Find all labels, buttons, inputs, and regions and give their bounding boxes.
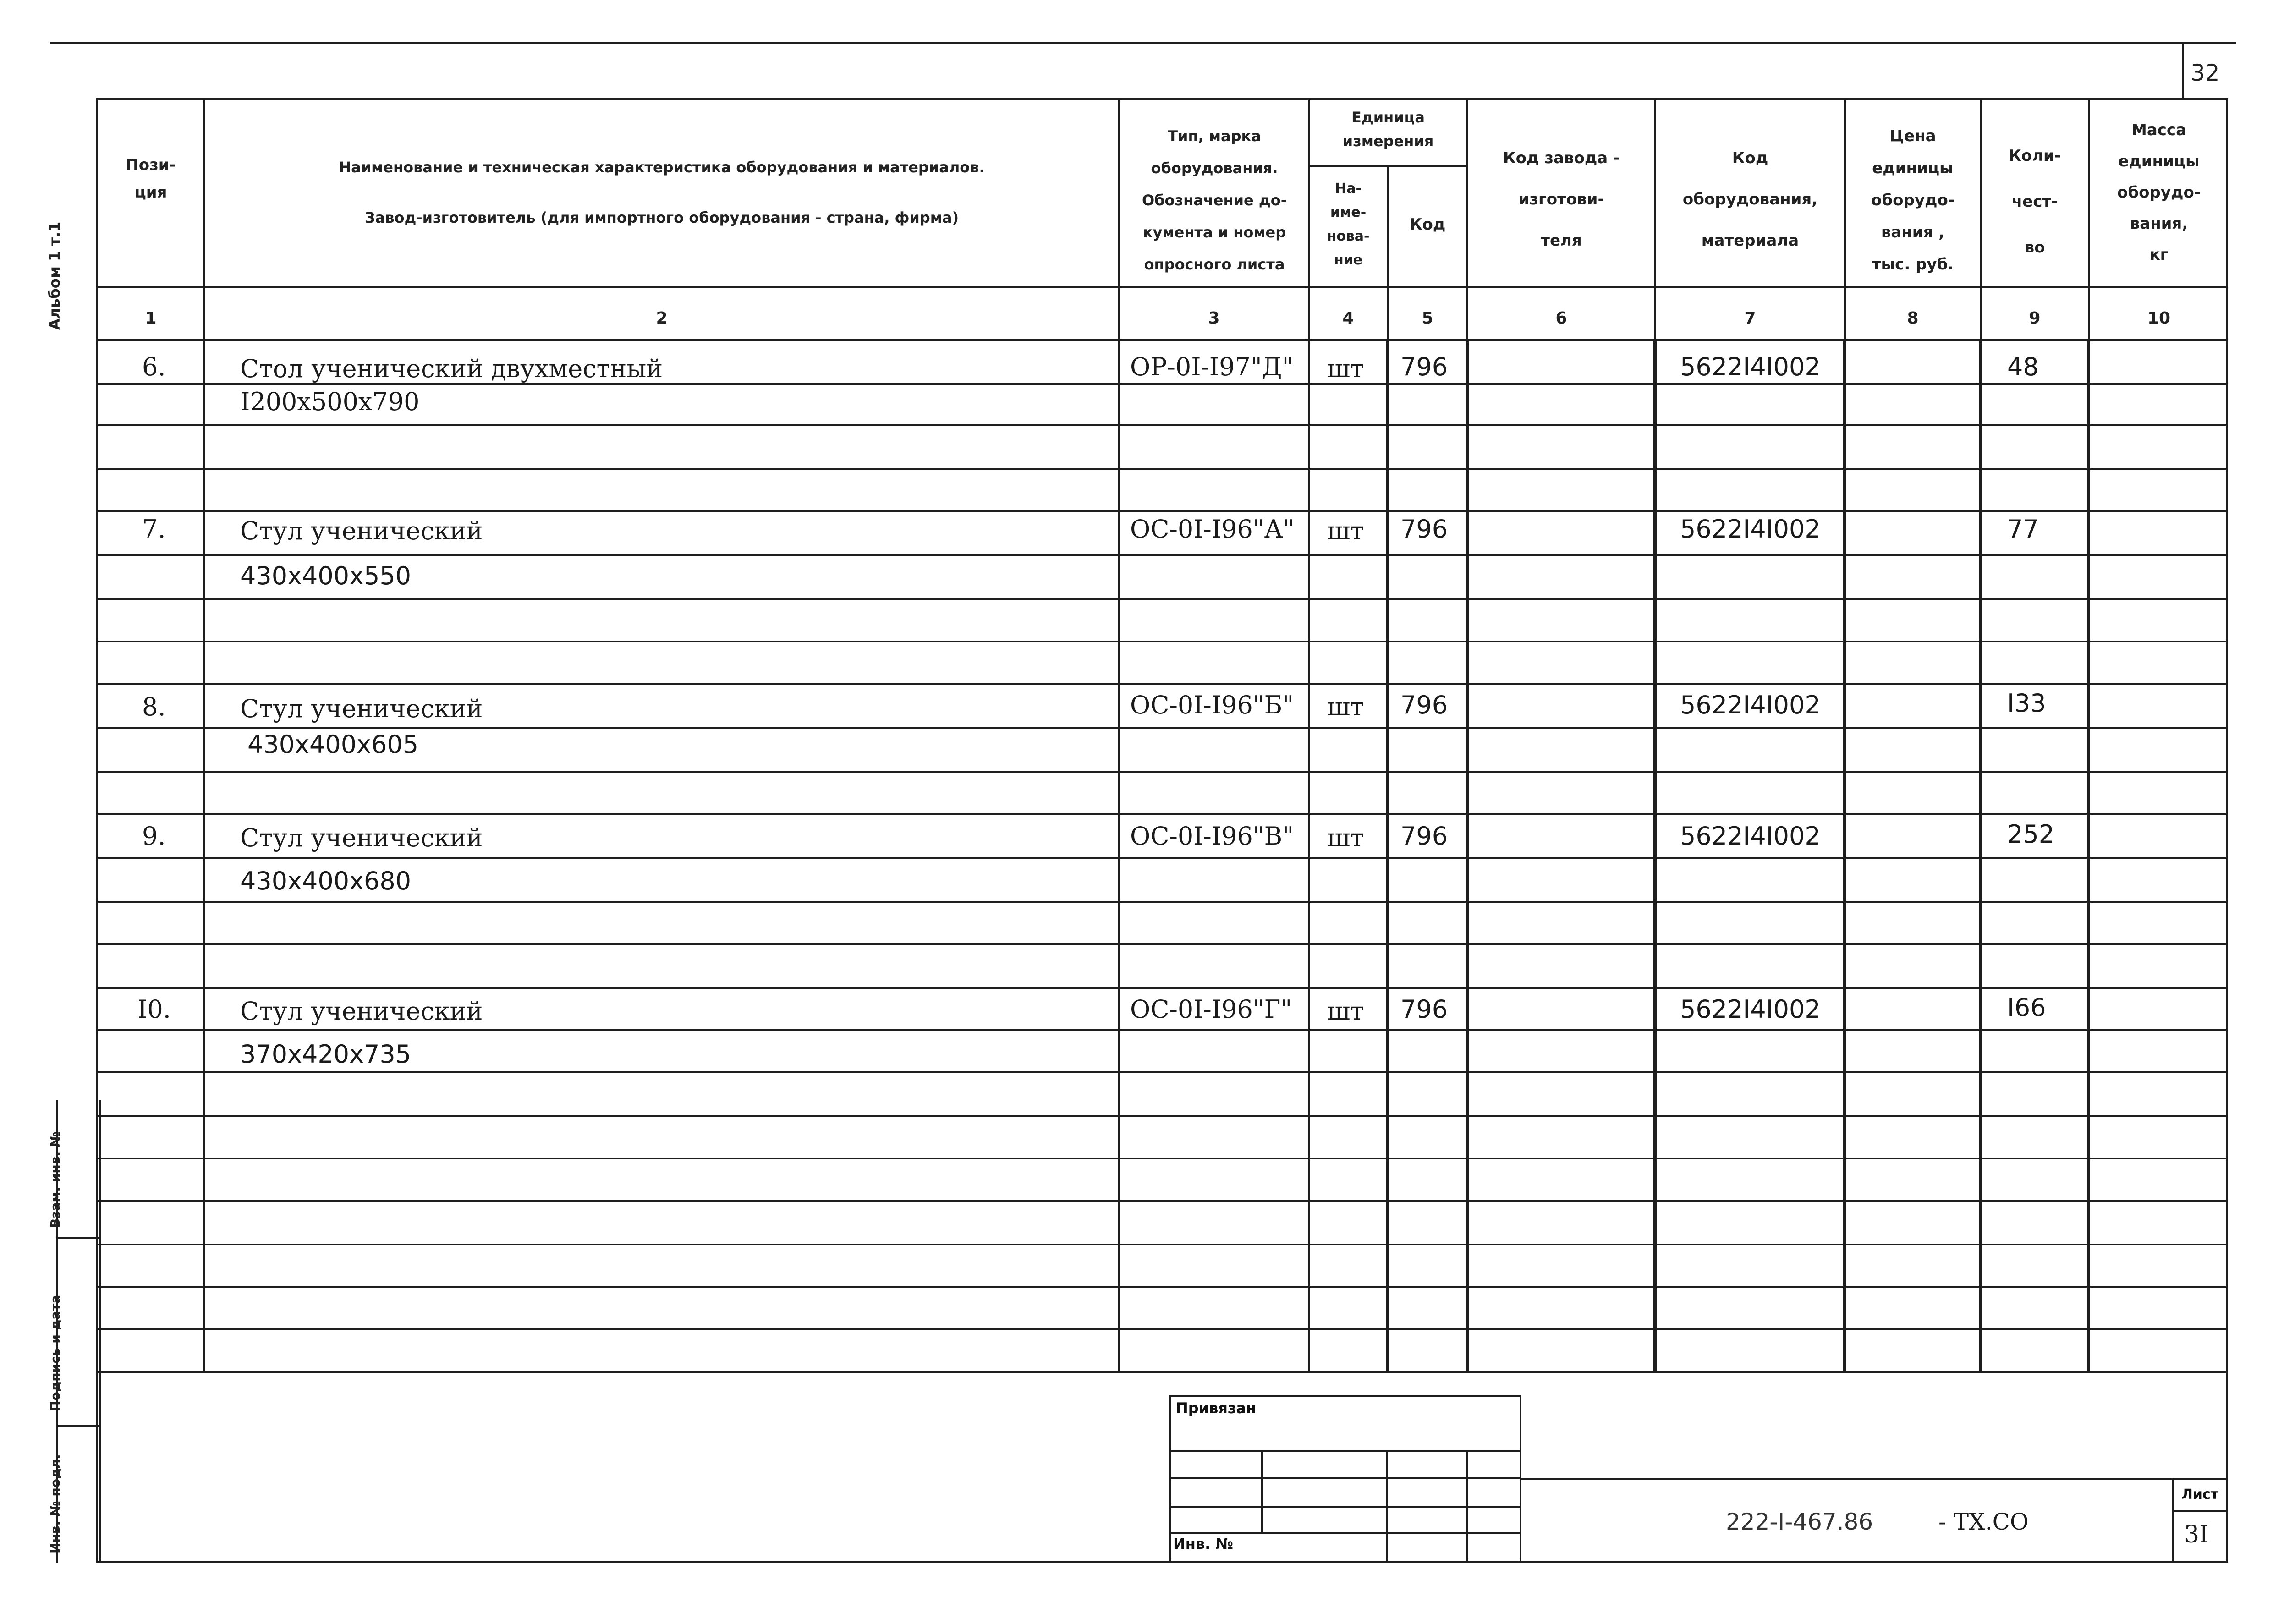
row-10-type: ОС-0I-I96"Г": [1130, 995, 1292, 1024]
colnum-1: 1: [145, 309, 157, 328]
row-6-material-code: 5622I4I002: [1680, 352, 1821, 381]
row-line: [96, 683, 2228, 685]
row-line: [96, 1286, 2228, 1288]
row-line: [96, 1115, 2228, 1117]
row-8-unit-code: 796: [1400, 691, 1448, 719]
row-line: [96, 1200, 2228, 1202]
header-material-code: Код оборудования, материала: [1682, 149, 1818, 250]
row-7-position: 7.: [142, 515, 166, 543]
header-type: Тип, марка оборудования. Обозначение до- кумента и номер опросного листа: [1142, 127, 1287, 273]
row-9-position: 9.: [142, 822, 166, 850]
col-line-3: [1308, 98, 1310, 1372]
document-code: 222-I-467.86: [1726, 1509, 1873, 1535]
row-8-material-code: 5622I4I002: [1680, 691, 1821, 719]
document-suffix: - ТХ.СО: [1938, 1509, 2029, 1535]
row-line: [96, 598, 2228, 600]
header-unit-group: Единица измерения: [1342, 109, 1434, 150]
row-line: [96, 1071, 2228, 1073]
stamp-inv-no: Инв. №: [1173, 1535, 1233, 1553]
header-price: Цена единицы оборудо- вания , тыс. руб.: [1871, 127, 1955, 274]
row-10-size: 370x420x735: [240, 1040, 412, 1069]
row-line: [96, 943, 2228, 945]
row-10-position: I0.: [137, 995, 171, 1024]
row-9-type: ОС-0I-I96"В": [1130, 822, 1294, 850]
col-bold-8: [1843, 339, 1846, 1373]
colnum-4: 4: [1342, 309, 1354, 328]
sheet-box-line: [2172, 1510, 2228, 1512]
col-bold-7: [1653, 339, 1657, 1373]
side-stamp-replace-inv: Взам. инв. №: [48, 1131, 63, 1228]
row-line: [96, 554, 2228, 556]
side-stamp-signature-date: Подпись и дата: [48, 1295, 63, 1411]
colnum-10: 10: [2147, 309, 2171, 328]
colnum-5: 5: [1422, 309, 1433, 328]
row-9-unit: шт: [1327, 823, 1364, 852]
header-name: Наименование и техническая характеристика оборудования и материалов. Завод-изготовитель (для импортного оборудования - страна, фирма): [339, 159, 985, 226]
row-6-unit-code: 796: [1400, 352, 1448, 381]
row-10-unit-code: 796: [1400, 995, 1448, 1024]
row-10-quantity: I66: [2007, 993, 2046, 1022]
row-9-name: Стул ученический: [240, 823, 483, 852]
page-number-box-left: [2182, 42, 2184, 99]
unit-group-line: [1308, 165, 1468, 167]
row-8-type: ОС-0I-I96"Б": [1130, 691, 1294, 719]
row-line: [96, 857, 2228, 859]
table-body-bottom: [96, 1371, 2228, 1373]
row-6-quantity: 48: [2007, 352, 2039, 381]
header-bottom-line: [96, 286, 2228, 288]
top-rule: [50, 42, 2236, 44]
row-line: [96, 771, 2228, 773]
stamp-line: [1169, 1532, 1521, 1534]
colnum-2: 2: [656, 309, 668, 328]
row-7-unit: шт: [1327, 516, 1364, 545]
side-stamp-sep-1: [56, 1237, 99, 1239]
stamp-col: [1466, 1450, 1468, 1563]
row-line: [96, 1029, 2228, 1031]
row-8-size: 430x400x605: [247, 730, 419, 759]
col-bold-6: [1466, 339, 1469, 1373]
row-line: [96, 641, 2228, 642]
row-line: [96, 987, 2228, 989]
row-6-size: I200x500x790: [240, 387, 420, 416]
row-6-type: ОР-0I-I97"Д": [1130, 352, 1294, 381]
stamp-col: [1386, 1450, 1388, 1563]
row-6-position: 6.: [142, 352, 166, 381]
colnum-bottom-line: [96, 339, 2228, 341]
row-7-quantity: 77: [2007, 515, 2039, 543]
album-side-label: Альбом 1 т.1: [46, 221, 63, 330]
sheet-label: Лист: [2181, 1487, 2219, 1503]
row-line: [96, 424, 2228, 426]
row-9-size: 430x400x680: [240, 867, 412, 895]
sheet-number: 3I: [2184, 1521, 2209, 1548]
row-10-material-code: 5622I4I002: [1680, 995, 1821, 1024]
colnum-3: 3: [1208, 309, 1220, 328]
colnum-9: 9: [2029, 309, 2041, 328]
row-10-unit: шт: [1327, 997, 1364, 1026]
header-unit-name: На- име- нова- ние: [1327, 181, 1370, 268]
row-7-type: ОС-0I-I96"А": [1130, 515, 1295, 543]
row-line: [96, 1158, 2228, 1159]
header-unit-code: Код: [1409, 215, 1446, 234]
row-8-unit: шт: [1327, 692, 1364, 721]
row-8-quantity: I33: [2007, 689, 2046, 718]
stamp-col: [1261, 1450, 1263, 1534]
stamp-line: [1169, 1506, 1521, 1508]
row-6-unit: шт: [1327, 354, 1364, 383]
row-line: [96, 1328, 2228, 1330]
row-7-name: Стул ученический: [240, 516, 483, 545]
row-9-material-code: 5622I4I002: [1680, 822, 1821, 850]
colnum-6: 6: [1555, 309, 1567, 328]
stamp-attached-label: Привязан: [1176, 1399, 1257, 1417]
row-7-material-code: 5622I4I002: [1680, 515, 1821, 543]
row-line: [96, 468, 2228, 470]
page-number-top: 32: [2191, 60, 2220, 86]
colnum-7: 7: [1744, 309, 1756, 328]
side-stamp-sep-2: [56, 1425, 99, 1427]
side-stamp-inv-orig: Инв. № подл.: [48, 1454, 63, 1553]
header-position: Пози- ция: [126, 156, 176, 202]
row-9-unit-code: 796: [1400, 822, 1448, 850]
stamp-line: [1169, 1450, 1521, 1452]
stamp-line: [1169, 1477, 1521, 1479]
col-bold-10: [2087, 339, 2090, 1373]
row-9-quantity: 252: [2007, 820, 2055, 849]
col-line-2: [1118, 98, 1120, 1372]
title-block-top: [1521, 1478, 2228, 1480]
col-line-1: [203, 98, 205, 1372]
row-6-name: Стол ученический двухместный: [240, 354, 663, 383]
header-quantity: Коли- чест- во: [2009, 147, 2061, 257]
row-7-unit-code: 796: [1400, 515, 1448, 543]
row-line: [96, 901, 2228, 903]
col-bold-5: [1386, 339, 1389, 1373]
row-7-size: 430x400x550: [240, 561, 412, 590]
header-mass: Масса единицы оборудо- вания, кг: [2117, 121, 2201, 264]
row-line: [96, 510, 2228, 512]
row-10-name: Стул ученический: [240, 997, 483, 1026]
colnum-8: 8: [1907, 309, 1919, 328]
row-line: [96, 1244, 2228, 1245]
col-bold-9: [1979, 339, 1982, 1373]
row-line: [96, 813, 2228, 815]
row-8-position: 8.: [142, 692, 166, 721]
header-factory-code: Код завода - изготови- теля: [1503, 149, 1620, 250]
row-8-name: Стул ученический: [240, 694, 483, 723]
